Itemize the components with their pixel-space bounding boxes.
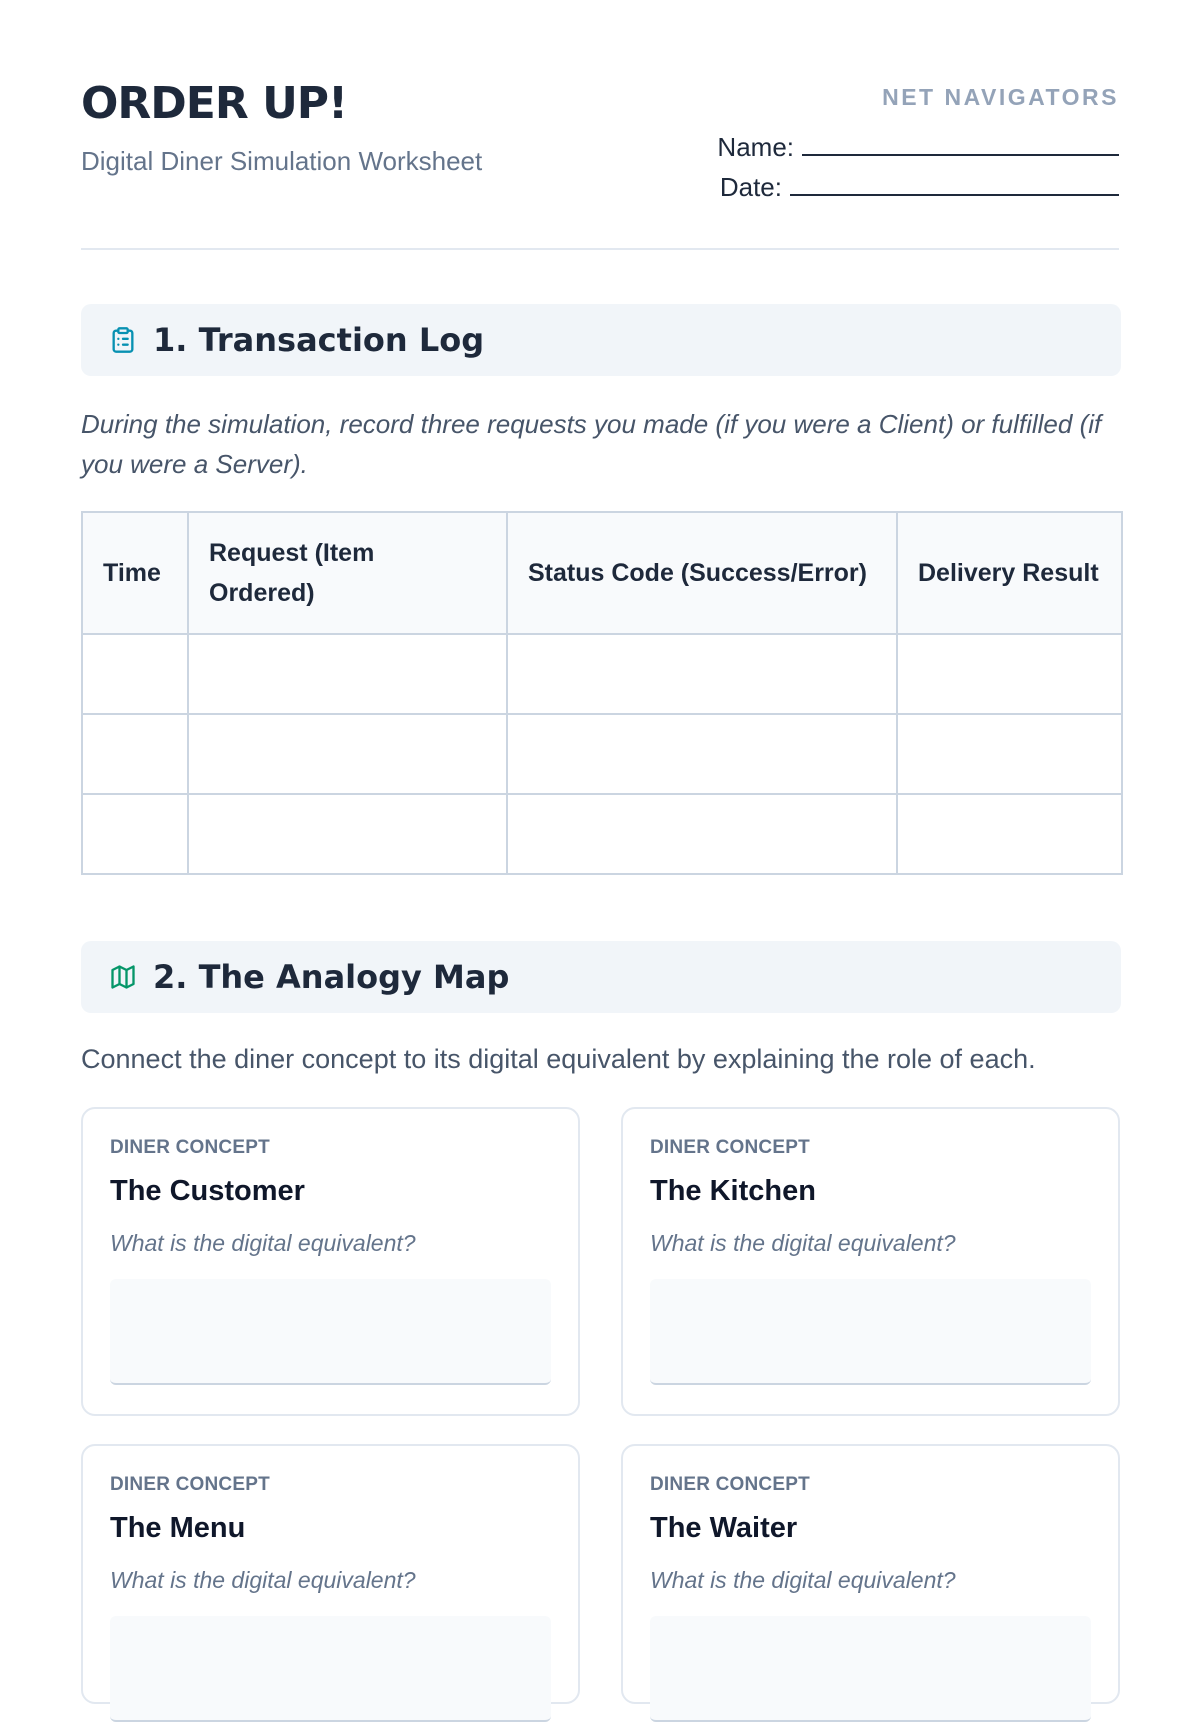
table-cell[interactable] bbox=[507, 714, 897, 794]
name-line[interactable] bbox=[802, 138, 1119, 156]
answer-field[interactable] bbox=[650, 1616, 1091, 1722]
column-header-status: Status Code (Success/Error) bbox=[507, 512, 897, 634]
card-prompt: What is the digital equivalent? bbox=[110, 1230, 416, 1256]
transaction-log-table bbox=[81, 511, 1123, 875]
table-cell[interactable] bbox=[188, 714, 507, 794]
table-cell[interactable] bbox=[897, 794, 1122, 874]
table-row bbox=[82, 634, 1122, 714]
concept-card-customer bbox=[81, 1107, 580, 1416]
table-header-row bbox=[82, 512, 1122, 634]
concept-card-kitchen bbox=[621, 1107, 1120, 1416]
table-row bbox=[82, 794, 1122, 874]
card-label: DINER CONCEPT bbox=[650, 1474, 810, 1495]
brand-label: NET NAVIGATORS bbox=[882, 84, 1119, 110]
answer-field[interactable] bbox=[650, 1279, 1091, 1385]
card-prompt: What is the digital equivalent? bbox=[650, 1567, 956, 1593]
table-cell[interactable] bbox=[188, 794, 507, 874]
name-label: Name: bbox=[717, 132, 794, 162]
card-title: The Kitchen bbox=[650, 1175, 816, 1207]
card-prompt: What is the digital equivalent? bbox=[650, 1230, 956, 1256]
table-cell[interactable] bbox=[82, 714, 188, 794]
section-analogy-map-header bbox=[81, 941, 1121, 1013]
table-cell[interactable] bbox=[507, 794, 897, 874]
section-title: 2. The Analogy Map bbox=[153, 958, 510, 996]
table-cell[interactable] bbox=[82, 794, 188, 874]
table-cell[interactable] bbox=[897, 634, 1122, 714]
column-header-time: Time bbox=[82, 512, 188, 634]
answer-field[interactable] bbox=[110, 1279, 551, 1385]
card-label: DINER CONCEPT bbox=[650, 1137, 810, 1158]
name-field[interactable] bbox=[717, 132, 1119, 163]
worksheet-subtitle: Digital Diner Simulation Worksheet bbox=[81, 146, 483, 176]
date-label: Date: bbox=[719, 172, 782, 202]
card-label: DINER CONCEPT bbox=[110, 1474, 270, 1495]
map-icon bbox=[109, 963, 137, 991]
concept-card-waiter bbox=[621, 1444, 1120, 1704]
table-row bbox=[82, 714, 1122, 794]
date-field[interactable] bbox=[720, 172, 1119, 203]
concept-card-menu bbox=[81, 1444, 580, 1704]
table-cell[interactable] bbox=[188, 634, 507, 714]
transaction-log-instructions: During the simulation, record three requests you made (if you were a Client) or fulfilled (if you were a Server). bbox=[81, 409, 1102, 479]
date-line[interactable] bbox=[790, 178, 1119, 196]
analogy-map-instructions: Connect the diner concept to its digital equivalent by explaining the role of each. bbox=[81, 1044, 1036, 1074]
table-cell[interactable] bbox=[897, 714, 1122, 794]
clipboard-icon bbox=[109, 326, 137, 354]
card-title: The Customer bbox=[110, 1175, 305, 1207]
card-title: The Menu bbox=[110, 1512, 246, 1544]
section-title: 1. Transaction Log bbox=[153, 321, 485, 359]
column-header-request: Request (Item Ordered) bbox=[188, 512, 507, 634]
table-cell[interactable] bbox=[82, 634, 188, 714]
table-cell[interactable] bbox=[507, 634, 897, 714]
card-label: DINER CONCEPT bbox=[110, 1137, 270, 1158]
column-header-result: Delivery Result bbox=[897, 512, 1122, 634]
card-prompt: What is the digital equivalent? bbox=[110, 1567, 416, 1593]
worksheet-header bbox=[81, 0, 1119, 250]
section-transaction-log-header bbox=[81, 304, 1121, 376]
answer-field[interactable] bbox=[110, 1616, 551, 1722]
card-title: The Waiter bbox=[650, 1512, 798, 1544]
worksheet-title: ORDER UP! bbox=[81, 78, 348, 129]
